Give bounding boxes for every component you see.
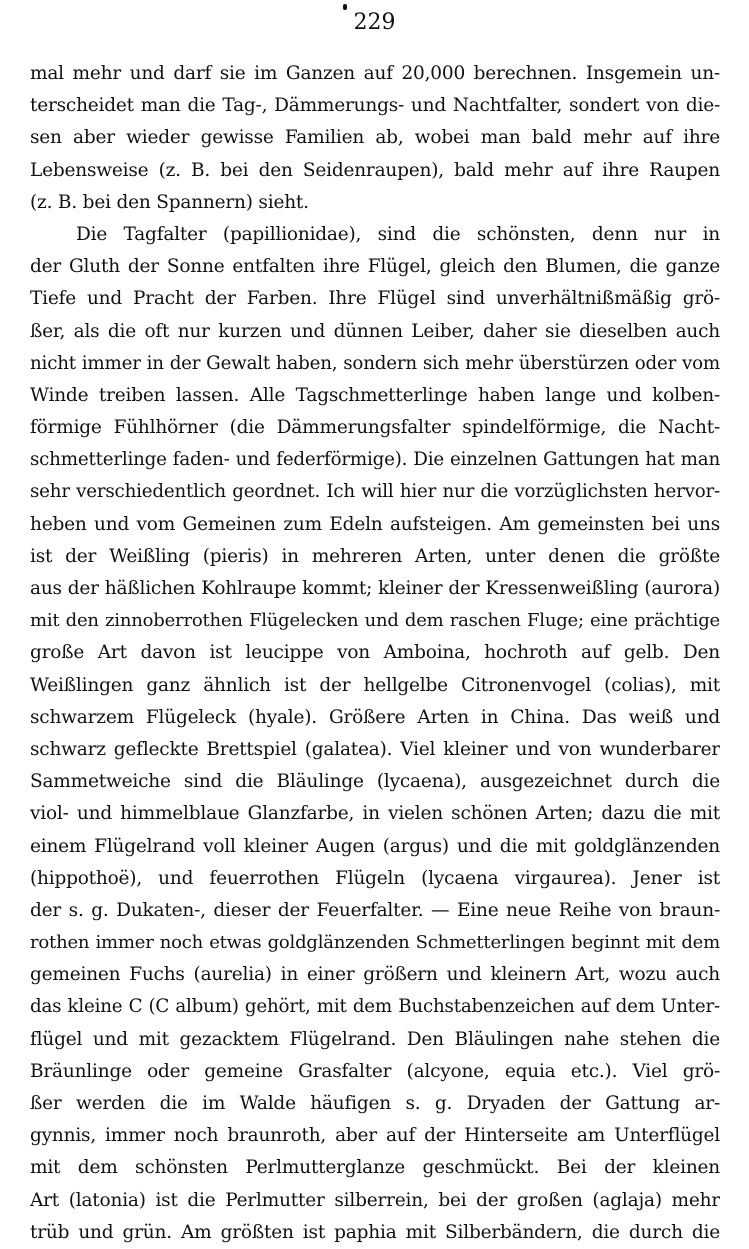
text-line: aus der häßlichen Kohlraupe kommt; kleiner der Kressenweißling (aurora) [30,578,720,599]
text-line: mit den zinnoberrothen Flügelecken und dem raschen Fluge; eine prächtige [30,610,720,632]
text-line: Die Tagfalter (papillionidae), sind die schönsten, denn nur in [76,223,720,245]
text-line: schmetterlinge faden- und federförmige). Die einzelnen Gattungen hat man [30,449,720,471]
text-line: sehr verschiedentlich geordnet. Ich will hier nur die vorzüglichsten hervor- [30,481,720,503]
text-line: Sammetweiche sind die Bläulinge (lycaena), ausgezeichnet durch die [30,771,720,793]
page-number: 229 [353,10,396,35]
text-line: nicht immer in der Gewalt haben, sondern sich mehr überstürzen oder vom [30,352,720,374]
text-line: der Gluth der Sonne entfalten ihre Flügel, gleich den Blumen, die ganze [30,256,720,278]
text-line: (z. B. bei den Spannern) sieht. [30,191,309,213]
text-line: förmige Fühlhörner (die Dämmerungsfalter spindelförmige, die Nacht- [30,417,720,439]
text-line: große Art davon ist leucippe von Amboina, hochroth auf gelb. Den [30,642,720,664]
text-line: sen aber wieder gewisse Familien ab, wobei man bald mehr auf ihre [30,127,720,149]
text-line: das kleine C (C album) gehört, mit dem Buchstabenzeichen auf dem Unter- [30,996,720,1018]
text-line: trüb und grün. Am größten ist paphia mit Silberbändern, die durch die [30,1221,720,1243]
text-line: rothen immer noch etwas goldglänzenden Schmetterlingen beginnt mit dem [30,932,720,954]
text-line: gemeinen Fuchs (aurelia) in einer größern und kleinern Art, wozu auch [30,964,720,986]
text-line: ist der Weißling (pieris) in mehreren Arten, unter denen die größte [30,545,720,567]
text-line: Winde treiben lassen. Alle Tagschmetterlinge haben lange und kolben- [30,384,720,406]
text-line: Art (latonia) ist die Perlmutter silberrein, bei der großen (aglaja) mehr [30,1189,720,1211]
text-line: ßer, als die oft nur kurzen und dünnen Leiber, daher sie dieselben auch [30,320,720,342]
text-line: terscheidet man die Tag-, Dämmerungs- und Nachtfalter, sondert von die- [30,95,720,117]
text-line: Lebensweise (z. B. bei den Seidenraupen), bald mehr auf ihre Raupen [30,159,720,181]
text-line: gynnis, immer noch braunroth, aber auf der Hinterseite am Unterflügel [30,1125,720,1147]
text-line: schwarzem Flügeleck (hyale). Größere Arten in China. Das weiß und [30,706,720,728]
text-line: schwarz gefleckte Brettspiel (galatea). Viel kleiner und von wunderbarer [30,738,720,760]
text-line: viol- und himmelblaue Glanzfarbe, in vielen schönen Arten; dazu die mit [30,803,720,825]
text-line: einem Flügelrand voll kleiner Augen (argus) und die mit goldglänzenden [30,835,720,857]
text-line: Tiefe und Pracht der Farben. Ihre Flügel sind unverhältnißmäßig grö- [30,288,720,310]
text-line: ßer werden die im Walde häufigen s. g. Dryaden der Gattung ar- [30,1093,720,1114]
text-line: Bräunlinge oder gemeine Grasfalter (alcyone, equia etc.). Viel grö- [30,1060,720,1082]
text-line: mit dem schönsten Perlmutterglanze geschmückt. Bei der kleinen [30,1157,720,1179]
body-text [30,58,720,1249]
text-line: Weißlingen ganz ähnlich ist der hellgelbe Citronenvogel (colias), mit [30,674,720,696]
text-line: mal mehr und darf sie im Ganzen auf 20,000 berechnen. Insgemein un- [30,63,720,84]
text-line: flügel und mit gezacktem Flügelrand. Den Bläulingen nahe stehen die [30,1028,720,1050]
text-line: (hippothoë), und feuerrothen Flügeln (lycaena virgaurea). Jener ist [30,867,720,889]
text-line: der s. g. Dukaten-, dieser der Feuerfalter. — Eine neue Reihe von braun- [30,899,720,921]
text-line: heben und vom Gemeinen zum Edeln aufsteigen. Am gemeinsten bei uns [30,513,720,535]
